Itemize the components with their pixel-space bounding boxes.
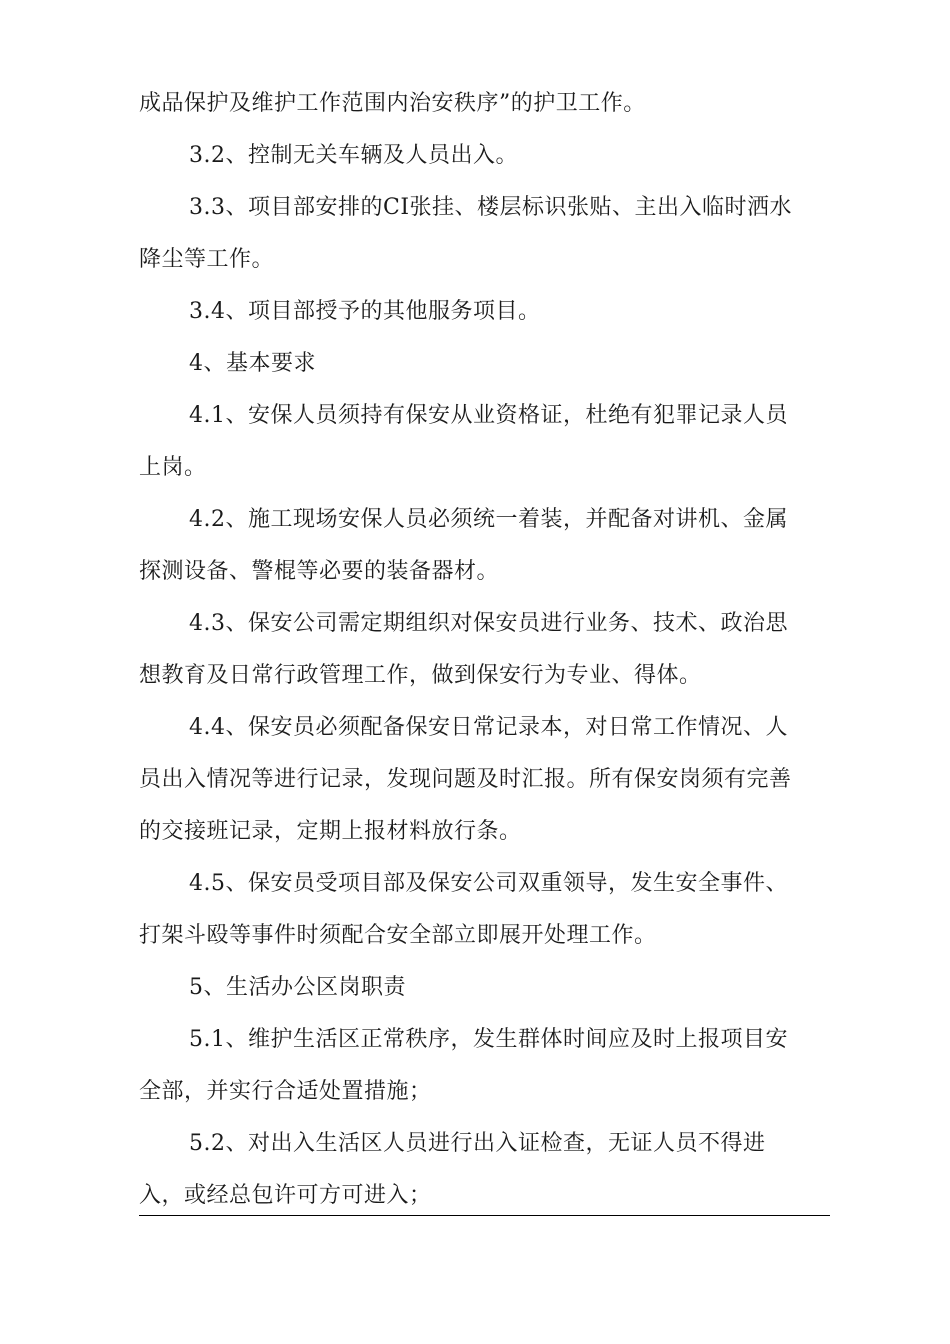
text-line: 3.2、控制无关车辆及人员出入。	[189, 143, 518, 168]
text-line: 3.3、项目部安排的CI张挂、楼层标识张贴、主出入临时洒水	[189, 195, 793, 220]
footer-divider	[139, 1215, 830, 1216]
text-line: 4.5、保安员受项目部及保安公司双重领导，发生安全事件、	[189, 871, 788, 896]
text-line: 入，或经总包许可方可进入；	[139, 1183, 432, 1208]
text-line: 4.1、安保人员须持有保安从业资格证，杜绝有犯罪记录人员	[189, 403, 788, 428]
text-line: 4.3、保安公司需定期组织对保安员进行业务、技术、政治思	[189, 611, 788, 636]
section-heading: 5、生活办公区岗职责	[189, 975, 406, 1000]
section-heading: 4、基本要求	[189, 351, 316, 376]
text-line: 员出入情况等进行记录，发现问题及时汇报。所有保安岗须有完善	[139, 767, 792, 792]
text-line: 成品保护及维护工作范围内治安秩序”的护卫工作。	[139, 91, 646, 116]
text-line: 想教育及日常行政管理工作，做到保安行为专业、得体。	[139, 663, 702, 688]
text-line: 上岗。	[139, 455, 207, 480]
text-line: 全部，并实行合适处置措施；	[139, 1079, 432, 1104]
text-line: 3.4、项目部授予的其他服务项目。	[189, 299, 541, 324]
text-line: 4.2、施工现场安保人员必须统一着装，并配备对讲机、金属	[189, 507, 788, 532]
document-body	[139, 78, 829, 1222]
text-line: 5.2、对出入生活区人员进行出入证检查，无证人员不得进	[189, 1131, 766, 1156]
text-line: 探测设备、警棍等必要的装备器材。	[139, 559, 500, 584]
text-line: 降尘等工作。	[139, 247, 275, 272]
text-line: 4.4、保安员必须配备保安日常记录本，对日常工作情况、人	[189, 715, 788, 740]
text-line: 打架斗殴等事件时须配合安全部立即展开处理工作。	[139, 923, 657, 948]
text-line: 5.1、维护生活区正常秩序，发生群体时间应及时上报项目安	[189, 1027, 788, 1052]
text-line: 的交接班记录，定期上报材料放行条。	[139, 819, 522, 844]
